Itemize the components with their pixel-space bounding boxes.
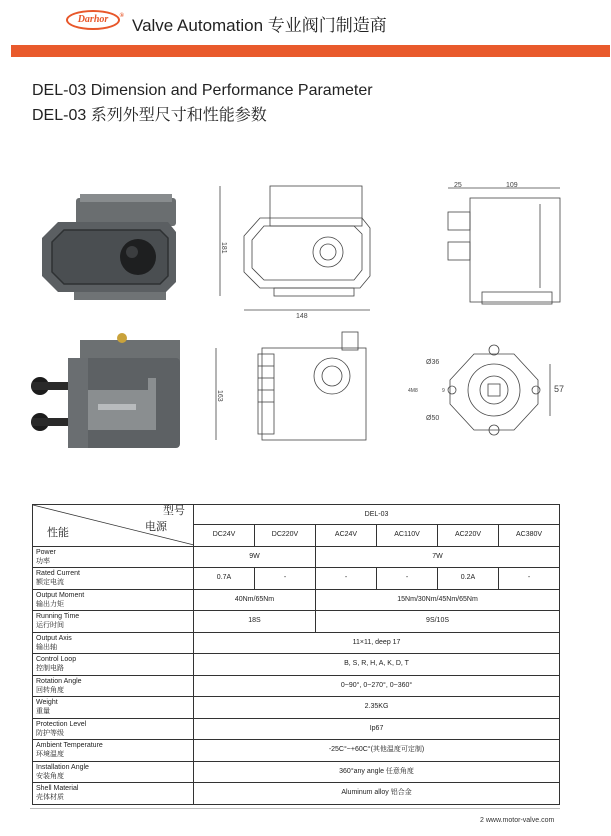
value-cell: Aluminum alloy 铝合金 (194, 783, 560, 805)
label-cn: 环境温度 (36, 751, 64, 759)
title-english: DEL-03 Dimension and Performance Parameter (32, 82, 373, 99)
table-row-protection (33, 718, 560, 740)
dim-163: 163 (216, 390, 223, 402)
label-cn: 安装角度 (36, 772, 64, 780)
dim-d36: Ø36 (426, 359, 440, 366)
label-cn: 防护等级 (36, 729, 64, 737)
label-en: Running Time (36, 613, 80, 621)
row-label (33, 718, 194, 740)
drawing-side-view (440, 182, 570, 308)
table-row-current (33, 568, 560, 590)
value-cell: - (316, 568, 377, 590)
label-cn: 控制电路 (36, 665, 64, 673)
model-name-cell: DEL-03 (194, 505, 560, 525)
table-row-moment (33, 589, 560, 611)
label-en: Output Axis (36, 634, 72, 642)
darhor-logo (66, 10, 124, 30)
label-en: Protection Level (36, 720, 87, 728)
value-cell: 2.35KG (194, 697, 560, 719)
dim-d50: Ø50 (426, 415, 440, 422)
value-cell: 9S/10S (316, 611, 560, 633)
label-cn: 回转角度 (36, 686, 64, 694)
voltage-cell: DC220V (255, 525, 316, 547)
label-en: Output Moment (36, 591, 85, 599)
row-label (33, 740, 194, 762)
table-row-rotation (33, 675, 560, 697)
corner-model: 型号 (163, 505, 185, 518)
dim-57: 57 (554, 384, 565, 394)
value-cell: - (255, 568, 316, 590)
label-en: Rotation Angle (36, 677, 82, 685)
value-cell: 7W (316, 546, 560, 568)
logo-text: Darhor (77, 14, 109, 25)
row-label (33, 589, 194, 611)
dim-181: 181 (220, 242, 227, 254)
corner-power: 电源 (145, 521, 167, 534)
table-row-power (33, 546, 560, 568)
label-en: Power (36, 548, 56, 556)
voltage-cell: AC220V (438, 525, 499, 547)
row-label (33, 783, 194, 805)
label-en: Weight (36, 699, 58, 707)
table-row-axis (33, 632, 560, 654)
label-cn: 壳体材质 (36, 794, 64, 802)
row-label (33, 697, 194, 719)
table-row-install (33, 761, 560, 783)
table-row-weight (33, 697, 560, 719)
row-label (33, 632, 194, 654)
value-cell: 0.7A (194, 568, 255, 590)
spec-table (32, 504, 560, 805)
value-cell: Ip67 (194, 718, 560, 740)
table-row-ambient (33, 740, 560, 762)
row-label (33, 761, 194, 783)
value-cell: - (499, 568, 560, 590)
actuator-photo-side (28, 330, 188, 452)
label-en: Control Loop (36, 656, 77, 664)
label-en: Installation Angle (36, 763, 89, 771)
table-row-control (33, 654, 560, 676)
brand-title: Valve Automation 专业阀门制造商 (132, 16, 387, 35)
table-corner-cell (33, 505, 194, 547)
label-en: Shell Material (36, 785, 79, 793)
value-cell: 11×11, deep 17 (194, 632, 560, 654)
voltage-cell: AC380V (499, 525, 560, 547)
row-label (33, 654, 194, 676)
value-cell: 0.2A (438, 568, 499, 590)
value-cell: 18S (194, 611, 316, 633)
table-header-row (33, 505, 560, 525)
dim-25: 25 (454, 182, 462, 189)
dim-109: 109 (506, 182, 518, 189)
label-cn: 运行时间 (36, 622, 64, 630)
footer-page-url[interactable]: 2 www.motor-valve.com (480, 817, 555, 824)
voltage-cell: AC110V (377, 525, 438, 547)
dim-148: 148 (296, 313, 308, 320)
label-en: Rated Current (36, 570, 80, 578)
logo-reg: ® (119, 13, 124, 19)
label-cn: 功率 (36, 557, 50, 565)
dim-9: 9 (442, 388, 445, 394)
row-label (33, 546, 194, 568)
value-cell: - (377, 568, 438, 590)
drawing-top-view (210, 330, 370, 446)
label-cn: 额定电流 (36, 579, 64, 587)
drawing-front-view (214, 180, 374, 322)
footer-divider (30, 808, 560, 809)
title-chinese: DEL-03 系列外型尺寸和性能参数 (32, 107, 267, 124)
row-label (33, 568, 194, 590)
label-en: Ambient Temperature (36, 742, 103, 750)
value-cell: B, S, R, H, A, K, D, T (194, 654, 560, 676)
table-row-running (33, 611, 560, 633)
value-cell: 9W (194, 546, 316, 568)
dim-4m8: 4M8 (408, 388, 418, 394)
corner-perf: 性能 (47, 527, 69, 540)
value-cell: 360°any angle 任意角度 (194, 761, 560, 783)
value-cell: 0~90°, 0~270°, 0~360° (194, 675, 560, 697)
label-cn: 输出轴 (36, 643, 57, 651)
page-header (0, 0, 611, 44)
table-row-shell (33, 783, 560, 805)
label-cn: 输出力矩 (36, 600, 64, 608)
value-cell: -25C°~+60C°(其他温度可定制) (194, 740, 560, 762)
row-label (33, 611, 194, 633)
voltage-cell: AC24V (316, 525, 377, 547)
header-bar (11, 45, 610, 57)
actuator-photo-top (28, 192, 178, 302)
row-label (33, 675, 194, 697)
value-cell: 15Nm/30Nm/45Nm/65Nm (316, 589, 560, 611)
drawing-flange (408, 340, 574, 440)
voltage-cell: DC24V (194, 525, 255, 547)
value-cell: 40Nm/65Nm (194, 589, 316, 611)
label-cn: 重量 (36, 708, 50, 716)
